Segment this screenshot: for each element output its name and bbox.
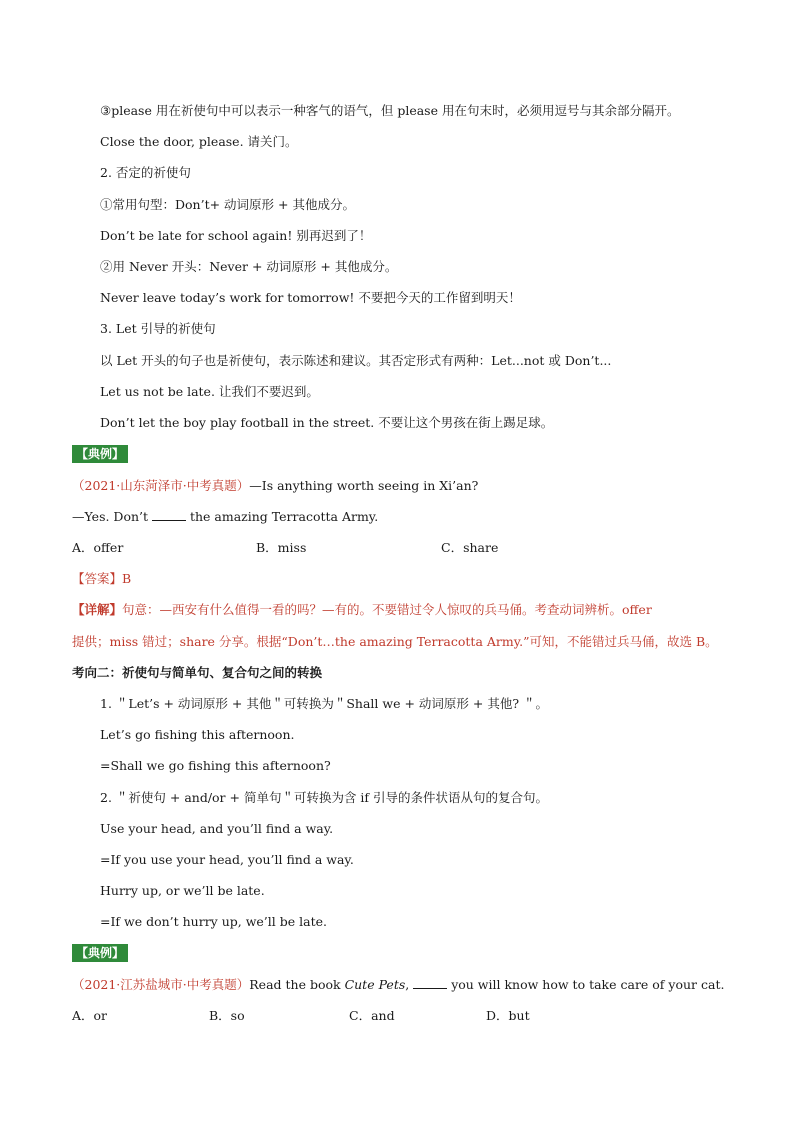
example1-answer: 【答案】B xyxy=(72,571,132,586)
answer-blank xyxy=(152,508,186,521)
section2-p3: =Shall we go fishing this afternoon? xyxy=(100,758,331,773)
example1-detail1: 句意：—西安有什么值得一看的吗？—有的。不要错过令人惊叹的兵马俑。考查动词辨析。offer xyxy=(122,602,652,617)
section2-p2: Let’s go fishing this afternoon. xyxy=(100,727,295,742)
example2-qa: Read the book xyxy=(249,977,345,992)
example1-detail-line2: 提供；miss 错过；share 分享。根据“Don’t…the amazing Terracotta Army.”可知，不能错过兵马俑，故选 B。 xyxy=(72,634,718,649)
example2-option-d: D．but xyxy=(486,1008,530,1023)
line-never-pattern: ②用 Never 开头：Never + 动词原形 + 其他成分。 xyxy=(100,259,398,274)
line-let-example2: Don’t let the boy play football in the street. 不要让这个男孩在街上踢足球。 xyxy=(100,415,554,430)
example2-option-b: B．so xyxy=(209,1008,245,1023)
example1-question-line2 xyxy=(72,508,378,526)
section2-heading: 考向二：祈使句与简单句、复合句之间的转换 xyxy=(72,665,323,680)
example2-book: Cute Pets xyxy=(344,977,406,992)
example2-qb: , xyxy=(405,977,414,992)
example2-option-a: A．or xyxy=(72,1008,108,1023)
example2-question xyxy=(72,976,724,994)
line-let-explain: 以 Let 开头的句子也是祈使句，表示陈述和建议。其否定形式有两种：Let...not 或 Don’t... xyxy=(100,353,612,368)
section2-p8: =If we don’t hurry up, we’ll be late. xyxy=(100,914,327,929)
section2-p6: =If you use your head, you’ll find a way. xyxy=(100,852,354,867)
example1-option-b: B．miss xyxy=(256,540,307,555)
line-dont-example: Don’t be late for school again! 别再迟到了！ xyxy=(100,228,372,243)
example1-question xyxy=(72,477,478,495)
line-let-heading: 3. Let 引导的祈使句 xyxy=(100,321,216,336)
example2-option-c: C．and xyxy=(349,1008,395,1023)
example1-option-c: C．share xyxy=(441,540,499,555)
answer-blank xyxy=(413,976,447,989)
example-tag-2: 【典例】 xyxy=(72,944,128,962)
example1-source: （2021·山东菏泽市·中考真题） xyxy=(72,478,250,493)
line-please-usage: ③please 用在祈使句中可以表示一种客气的语气，但 please 用在句末时，必须用逗号与其余部分隔开。 xyxy=(100,103,680,118)
example1-q2a: —Yes. Don’t xyxy=(72,509,152,524)
line-negative-heading: 2. 否定的祈使句 xyxy=(100,165,191,180)
section2-p7: Hurry up, or we’ll be late. xyxy=(100,883,265,898)
example-tag-1: 【典例】 xyxy=(72,445,128,463)
example1-detail-line1 xyxy=(72,601,652,619)
example2-source: （2021·江苏盐城市·中考真题） xyxy=(72,977,250,992)
example1-detail-label: 【详解】 xyxy=(72,602,123,617)
line-dont-pattern: ①常用句型：Don’t+ 动词原形 + 其他成分。 xyxy=(100,197,355,212)
section2-p5: Use your head, and you’ll find a way. xyxy=(100,821,334,836)
example2-qc: you will know how to take care of your cat. xyxy=(447,977,725,992)
line-let-example1: Let us not be late. 让我们不要迟到。 xyxy=(100,384,319,399)
example1-q1: —Is anything worth seeing in Xi’an? xyxy=(249,478,479,493)
section2-p4: 2. ＂祈使句 + and/or + 简单句＂可转换为含 if 引导的条件状语从句的复合句。 xyxy=(100,790,549,805)
example1-option-a: A．offer xyxy=(72,540,124,555)
example1-q2b: the amazing Terracotta Army. xyxy=(186,509,379,524)
line-close-door: Close the door, please. 请关门。 xyxy=(100,134,298,149)
section2-p1: 1. ＂Let’s + 动词原形 + 其他＂可转换为＂Shall we + 动词原形 + 其他? ＂。 xyxy=(100,696,548,711)
line-never-example: Never leave today’s work for tomorrow! 不要把今天的工作留到明天！ xyxy=(100,290,521,305)
